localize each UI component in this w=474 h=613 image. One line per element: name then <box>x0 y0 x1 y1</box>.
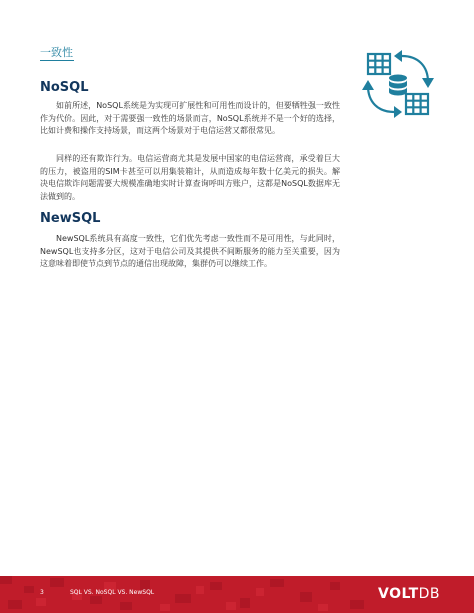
nosql-heading: NoSQL <box>40 80 89 95</box>
database-sync-icon <box>362 48 434 120</box>
section-label: 一致性 <box>40 46 73 59</box>
page-number: 3 <box>40 589 44 596</box>
newsql-heading: NewSQL <box>40 211 101 226</box>
brand-volt: VOLT <box>378 586 419 602</box>
nosql-paragraph-1: 如前所述，NoSQL系统是为实现可扩展性和可用性而设计的，但要牺牲强一致性作为代价。因此，对于需要强一致性的场景而言，NoSQL系统并不是一个好的选择，比如计费和操作支持场景，而这两个场景对于电信运营又都很常见。 <box>40 101 340 136</box>
nosql-paragraph-2: 同样的还有欺诈行为。电信运营商尤其是发展中国家的电信运营商，承受着巨大的压力，被盗用的SIM卡甚至可以用集装箱计，从而造成每年数十亿美元的损失。解决电信欺诈问题需要大规模准确地实时计算查询呼叫方账户，这都是NoSQL数据库无法做到的。 <box>40 154 340 201</box>
brand-logo <box>378 586 440 602</box>
brand-db: DB <box>418 586 441 602</box>
section-rule <box>40 60 74 61</box>
footer-title: SQL VS. NoSQL VS. NewSQL <box>70 589 155 596</box>
footer-bar <box>0 576 474 613</box>
newsql-paragraph-1: NewSQL系统具有高度一致性，它们优先考虑一致性而不是可用性，与此同时，NewSQL也支持多分区，这对于电信公司及其提供不间断服务的能力至关重要，因为这意味着即使节点到节点的通信出现故障，集群仍可以继续工作。 <box>40 234 340 269</box>
